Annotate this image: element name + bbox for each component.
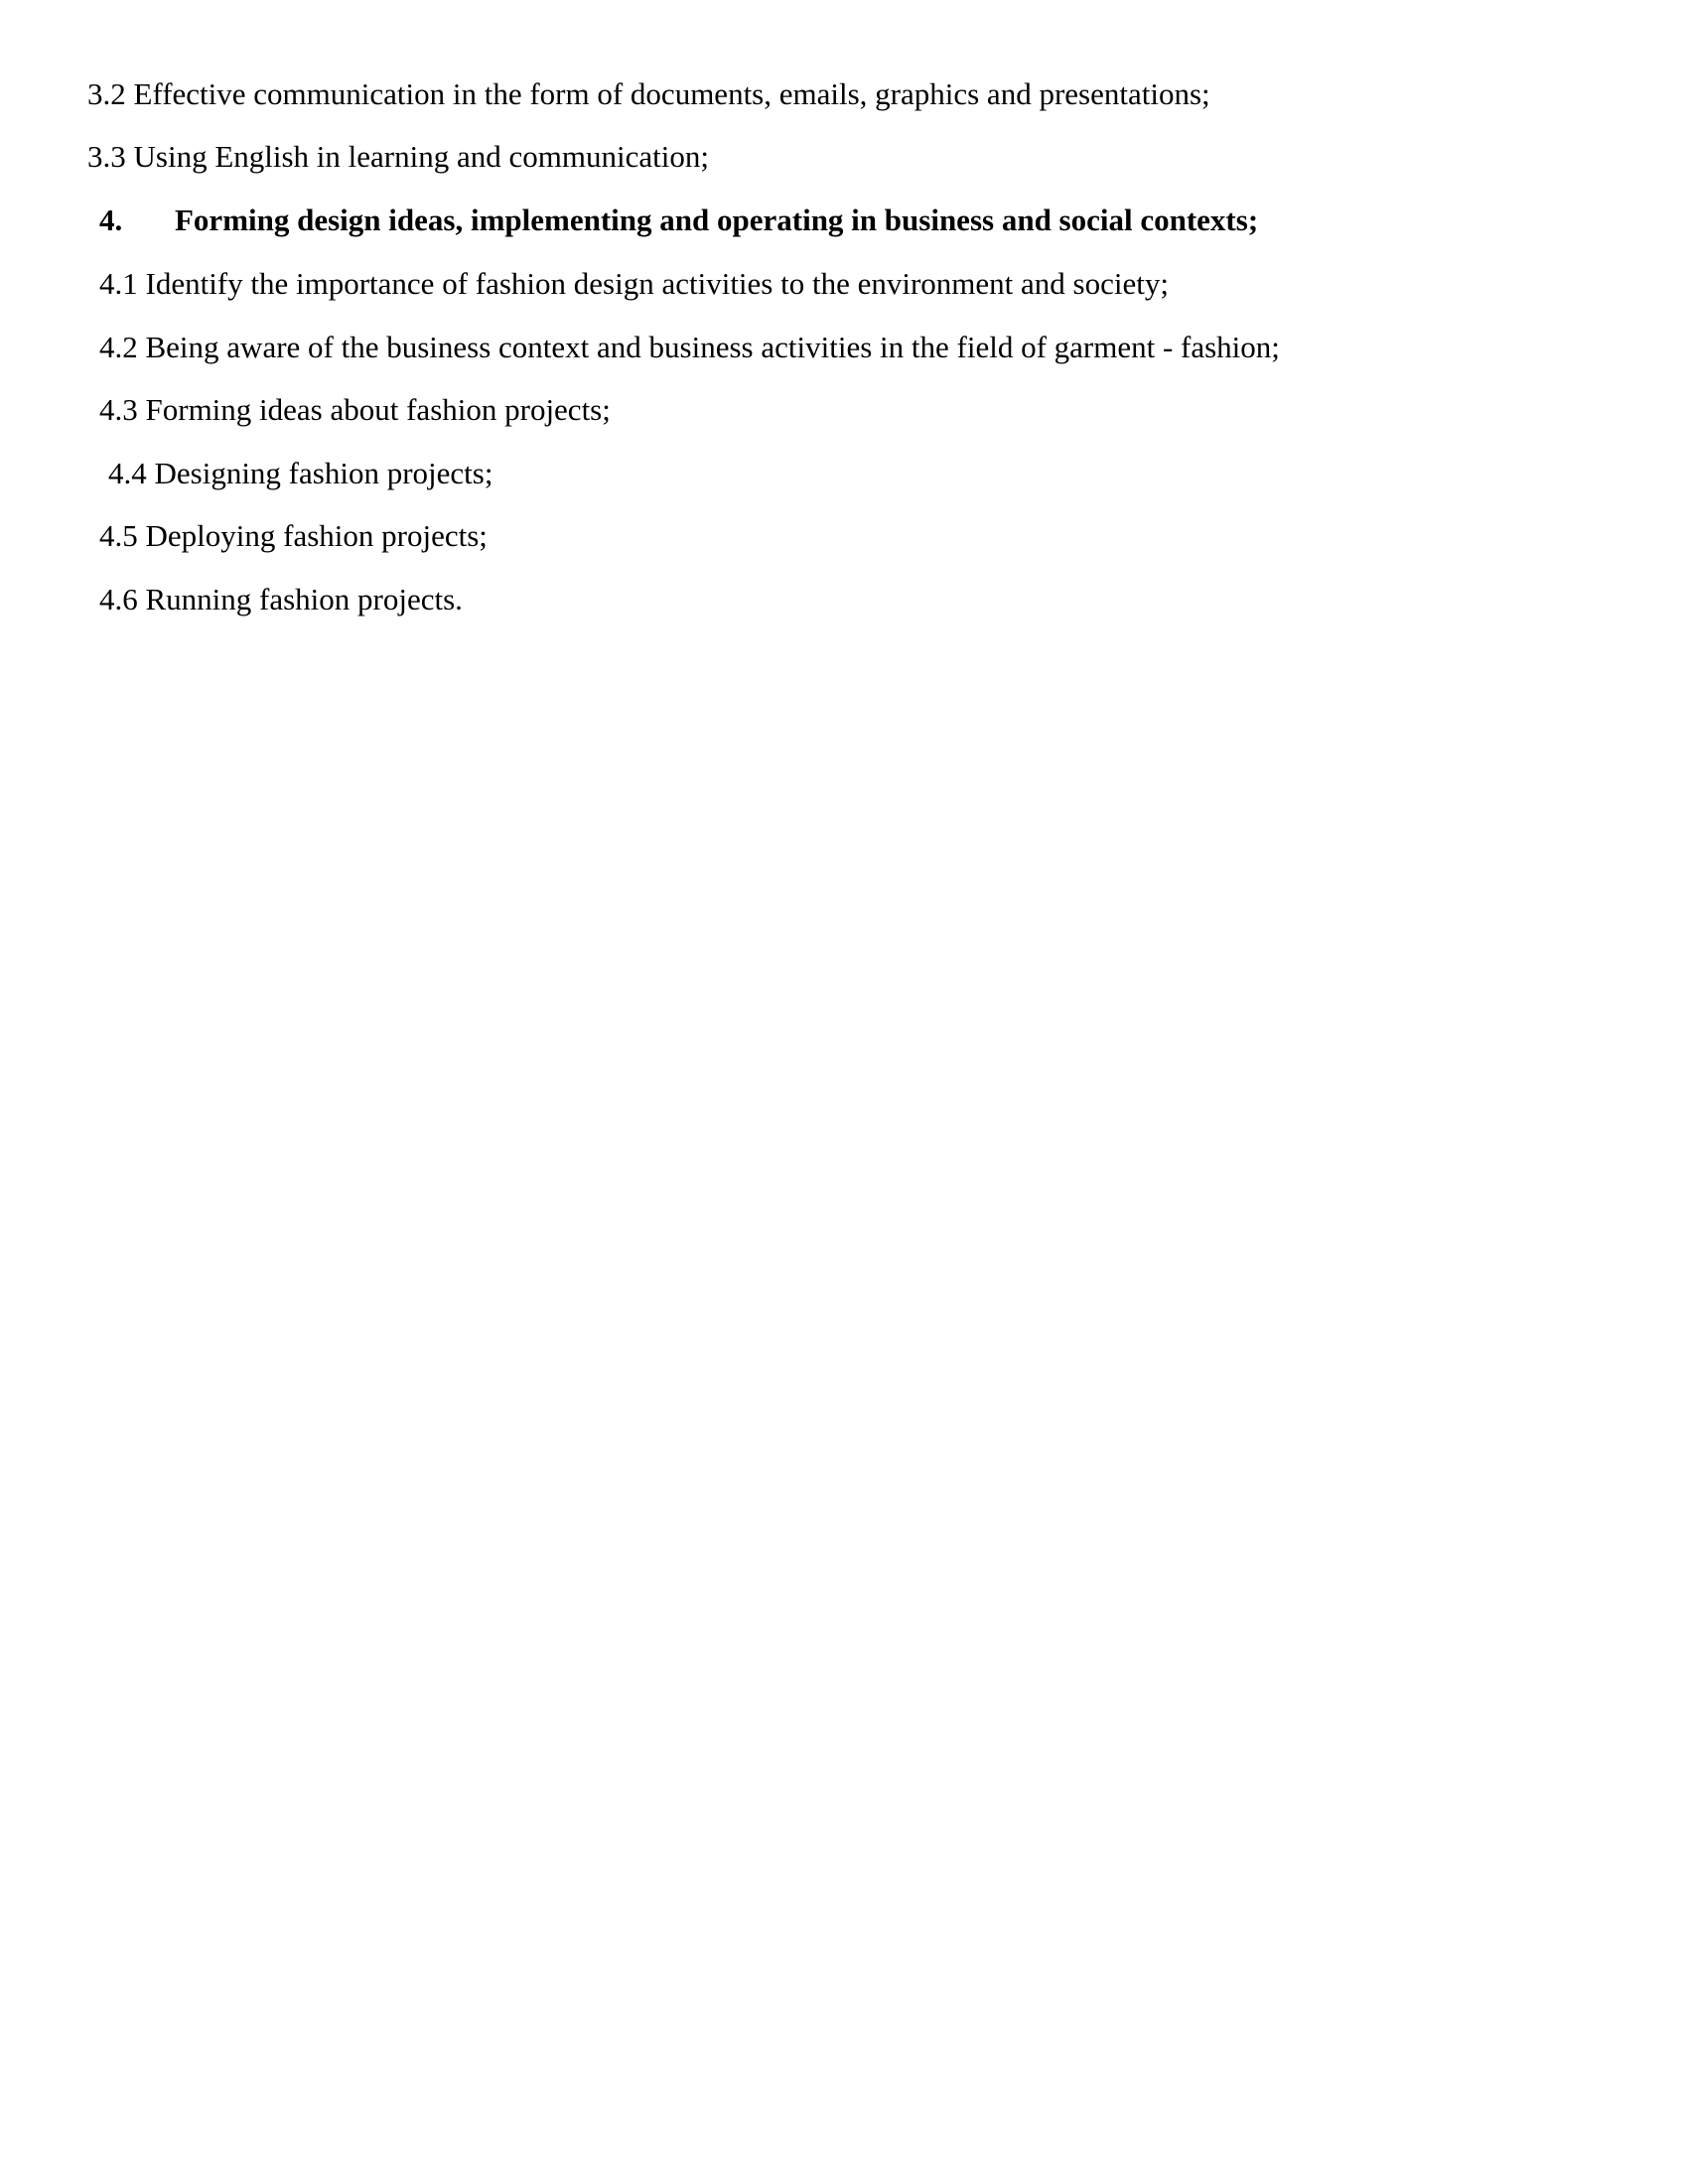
list-item-3-3: 3.3 Using English in learning and communication; — [87, 139, 709, 174]
list-item-4-5: 4.5 Deploying fashion projects; — [99, 518, 488, 553]
list-item-4-1: 4.1 Identify the importance of fashion design activities to the environment and society; — [99, 266, 1169, 301]
list-item-4-2: 4.2 Being aware of the business context and business activities in the field of garment - fashion; — [99, 330, 1280, 364]
list-item-4-3: 4.3 Forming ideas about fashion projects; — [99, 392, 611, 427]
list-item-3-2: 3.2 Effective communication in the form of documents, emails, graphics and presentations; — [87, 76, 1210, 111]
section-number: 4. — [99, 203, 123, 237]
section-title: Forming design ideas, implementing and operating in business and social contexts; — [175, 203, 1259, 237]
list-item-4-6: 4.6 Running fashion projects. — [99, 582, 463, 616]
section-heading-4 — [99, 201, 1258, 240]
list-item-4-4: 4.4 Designing fashion projects; — [108, 456, 493, 490]
